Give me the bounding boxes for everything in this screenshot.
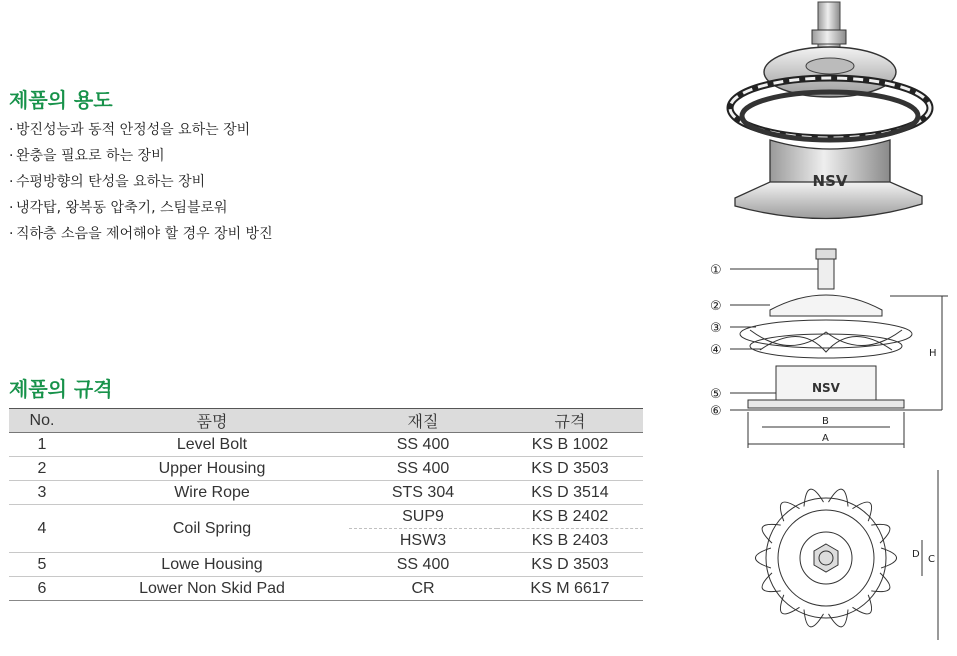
side-wire-rope-lower [750,334,902,358]
cell-standard: KS D 3503 [497,457,643,481]
bullet: · [9,122,14,138]
cell-material: SS 400 [349,457,497,481]
cell-standard: KS D 3503 [497,553,643,577]
usage-item [9,221,273,247]
spec-section-title: 제품의 규격 [9,377,113,401]
dim-b-label: B [822,416,829,427]
cell-no: 1 [9,433,75,457]
top-hex-nut [814,544,838,572]
dim-c-label: C [928,554,935,565]
bullet: · [9,200,14,216]
usage-item-text: 직하층 소음을 제어해야 할 경우 장비 방진 [16,226,273,242]
side-nut [816,249,836,259]
table-row [9,481,643,505]
cell-material: SS 400 [349,433,497,457]
side-base-plate [748,400,904,408]
cell-name: Lowe Housing [75,553,349,577]
callout-5: ⑤ [710,387,722,402]
cell-material: SS 400 [349,553,497,577]
usage-item [9,143,273,169]
photo-top-boss [806,58,854,74]
cell-no: 4 [9,505,75,553]
cell-name: Lower Non Skid Pad [75,577,349,601]
table-row [9,553,643,577]
table-row [9,457,643,481]
cell-no: 3 [9,481,75,505]
cell-material: STS 304 [349,481,497,505]
usage-item [9,195,273,221]
header-no: No. [9,409,75,433]
side-logo: NSV [812,381,840,395]
cell-no: 6 [9,577,75,601]
table-row [9,505,643,529]
table-row [9,433,643,457]
callout-2: ② [710,299,722,314]
callout-4: ④ [710,343,722,358]
cell-name: Upper Housing [75,457,349,481]
usage-item-text: 수평방향의 탄성을 요하는 장비 [16,174,206,190]
table-header-row [9,409,643,433]
photo-nut [812,30,846,44]
table-row [9,577,643,601]
usage-section-title: 제품의 용도 [9,88,113,112]
usage-item-text: 냉각탑, 왕복동 압축기, 스팀블로워 [16,200,228,216]
dim-d-label: D [912,549,920,560]
dim-a-label: A [822,433,829,444]
cell-standard: KS B 2402 [497,505,643,529]
cell-standard: KS D 3514 [497,481,643,505]
wire-rope-loop [755,548,770,568]
cell-standard: KS B 1002 [497,433,643,457]
callout-labels [710,263,722,419]
usage-item-text: 방진성능과 동적 안정성을 요하는 장비 [16,122,251,138]
bullet: · [9,174,14,190]
wire-rope-loop [829,489,849,506]
callout-1: ① [710,263,722,278]
bullet: · [9,148,14,164]
wire-rope-loop [881,548,896,568]
side-bolt [818,259,834,289]
product-photo [730,2,930,219]
header-material: 재질 [349,409,497,433]
cell-standard: KS M 6617 [497,577,643,601]
usage-item [9,117,273,143]
callout-6: ⑥ [710,404,722,419]
cell-no: 2 [9,457,75,481]
wire-rope-loop [853,502,872,521]
top-view-drawing [755,470,938,640]
cell-material: HSW3 [349,529,497,553]
photo-logo: NSV [812,172,848,190]
cell-standard: KS B 2403 [497,529,643,553]
cell-material: SUP9 [349,505,497,529]
wire-rope-loop [780,502,799,521]
wire-rope-loop [804,489,824,506]
callout-3: ③ [710,321,722,336]
cell-material: CR [349,577,497,601]
wire-rope-loop [829,610,849,627]
wire-rope-loop [804,610,824,627]
wire-rope-loop [853,595,872,614]
spec-table [9,408,643,601]
cell-name: Wire Rope [75,481,349,505]
wire-rope-loop [780,595,799,614]
bullet: · [9,226,14,242]
usage-item-text: 완충을 필요로 하는 장비 [16,148,165,164]
side-upper-housing [770,295,882,316]
cell-no: 5 [9,553,75,577]
side-view-drawing [730,249,948,448]
cell-name: Coil Spring [75,505,349,553]
header-name: 품명 [75,409,349,433]
cell-name: Level Bolt [75,433,349,457]
header-standard: 규격 [497,409,643,433]
usage-item [9,169,273,195]
dim-h-label: H [929,348,937,359]
usage-list [9,117,273,247]
photo-wire-rope-inner [742,92,918,140]
